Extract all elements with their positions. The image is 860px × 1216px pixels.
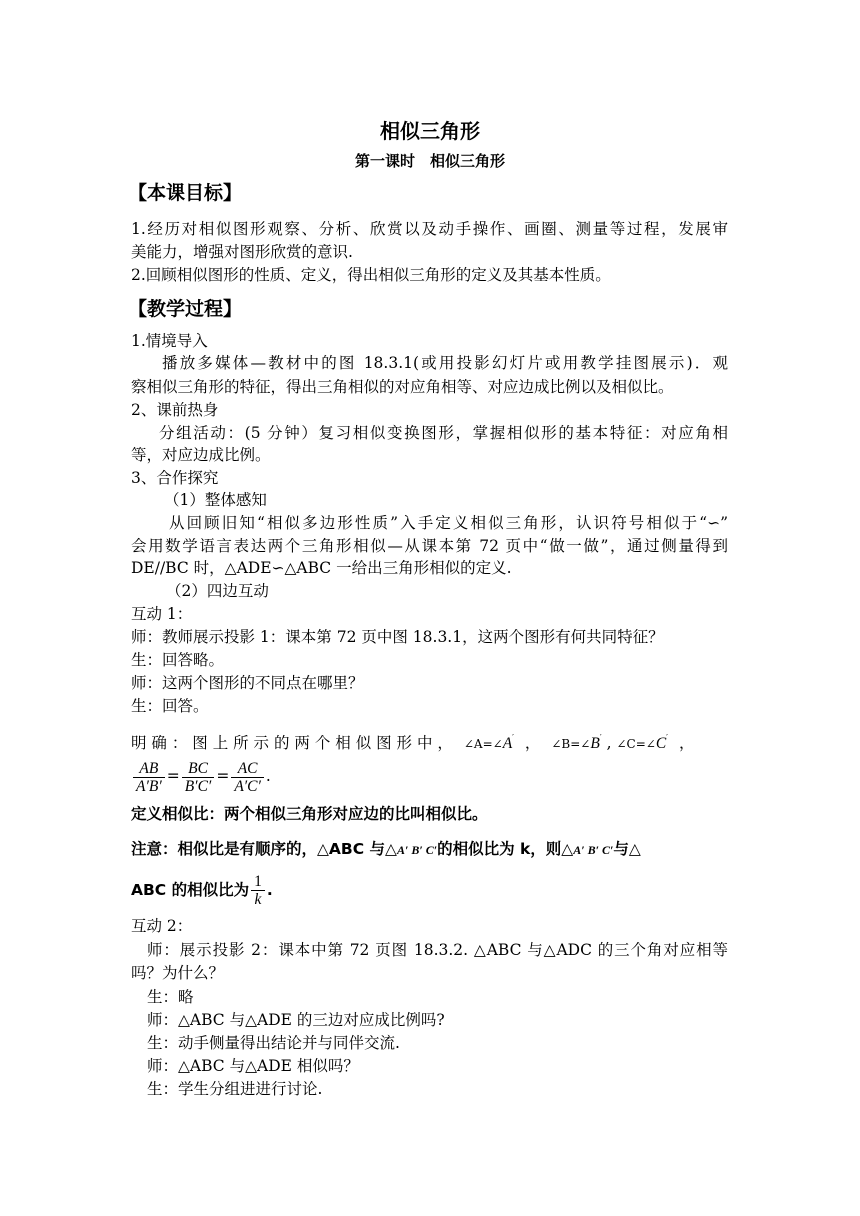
note-text-3: 与△ [613,840,641,858]
fraction-ab-numerator: AB [133,760,165,778]
step-2-heading: 2、课前热身 [131,401,219,419]
angle-b-eq: ∠B=∠ [551,737,591,751]
clarification-prefix: 明 确 ： 图 上 所 示 的 两 个 相 似 图 形 中 ， [131,734,453,752]
page-title: 相似三角形 [380,119,480,143]
interaction-2-label: 互动 2： [131,917,193,935]
note-text-1: 注意：相似比是有顺序的，△ABC 与△ [131,840,397,858]
note-triangle-prime-2: A′ B′ C′ [573,843,614,857]
fraction-k-denominator: k [254,891,262,908]
fraction-bc [182,760,215,795]
step-1-heading: 1.情境导入 [131,332,208,350]
interaction-1-student-1: 生：回答略。 [131,651,225,669]
step-3-line-1: 从回顾旧知“相似多边形性质”入手定义相似三角形，认识符号相似于“∽” [169,514,728,532]
step-2-line-1: 分组活动：(5 分钟）复习相似变换图形，掌握相似形的基本特征：对应角相 [159,424,728,442]
section-heading-goals: 【本课目标】 [128,182,243,204]
angle-a-var: A [502,735,513,752]
step-3-sub-2: （2）四边互动 [166,582,269,600]
angle-c-var: C [655,735,667,752]
interaction-2-student-1: 生：略 [147,988,194,1006]
fraction-ab [133,760,165,795]
interaction-2-student-3: 生：学生分组进进行讨论. [147,1080,323,1098]
fraction-one-numerator: 1 [251,873,265,891]
goal-1-line-1: 1.经历对相似图形观察、分析、欣赏以及动手操作、画圈、测量等过程，发展审 [131,220,728,238]
section-heading-process: 【教学过程】 [128,298,243,320]
step-3-line-2: 会用数学语言表达两个三角形相似—从课本第 72 页中“做一做”，通过侧量得到 [131,537,728,555]
similarity-ratio-definition: 定义相似比：两个相似三角形对应边的比叫相似比。 [131,805,488,823]
step-3-line-3: DE//BC 时，△ADE∽△ABC 一给出三角形相似的定义. [131,559,512,577]
fraction-ac-denominator: A′C′ [234,777,261,795]
angle-c-eq: ∠C=∠ [616,737,656,751]
interaction-2-student-2: 生：动手侧量得出结论并与同伴交流. [147,1034,400,1052]
interaction-2-teacher-2: 师：△ABC 与△ADE 的三边对应成比例吗? [147,1011,445,1029]
note-triangle-prime-1: A′ B′ C′ [396,843,438,857]
interaction-1-teacher-1: 师：教师展示投影 1：课本第 72 页中图 18.3.1，这两个图形有何共同特征？ [131,628,664,646]
goal-1-line-2: 美能力，增强对图形欣赏的意识. [131,243,353,261]
interaction-1-teacher-2: 师：这两个图形的不同点在哪里？ [131,674,364,692]
angle-a-eq: ∠A=∠ [463,737,503,751]
fraction-bc-denominator: B′C′ [184,777,212,795]
step-3-heading: 3、合作探究 [131,469,219,487]
angle-b-var: B [590,735,600,752]
step-1-line-2: 察相似三角形的特征，得出三角相似的对应角相等、对应边成比例以及相似比。 [131,378,674,396]
clarification-line: 明 确 ： 图 上 所 示 的 两 个 相 似 图 形 中 ， ∠A=∠A′ ， ∠B=∠B′ , ∠C=∠C′ ， [131,733,695,752]
step-3-sub-1: （1）整体感知 [164,491,267,509]
note-line-1 [131,838,641,861]
interaction-2-teacher-1-line-1: 师：展示投影 2：课本中第 72 页图 18.3.2. △ABC 与△ADC 的三个角对应相等 [147,941,728,959]
ratio-equation: $\frac{AB}{A'B'}$ = $\frac{BC}{B'C'}$ = $\frac{AC}{A'C'}$ . [131,758,271,795]
note-line-2: ABC 的相似比为 $\frac{1}{k}$ . [131,873,273,908]
fraction-one-over-k [251,873,265,908]
fraction-ab-denominator: A′B′ [136,777,162,795]
fraction-ac [231,760,264,795]
fraction-ac-numerator: AC [231,760,264,778]
fraction-bc-numerator: BC [182,760,215,778]
note-text-4: ABC 的相似比为 [131,881,250,899]
interaction-2-teacher-1-line-2: 吗？为什么？ [131,964,225,982]
page-subtitle: 第一课时 相似三角形 [354,152,505,170]
interaction-2-teacher-3: 师：△ABC 与△ADE 相似吗？ [147,1057,359,1075]
step-1-line-1: 播放多媒体—教材中的图 18.3.1(或用投影幻灯片或用教学挂图展示)．观 [162,354,728,372]
note-text-2: 的相似比为 k，则△ [437,840,574,858]
step-2-line-2: 等，对应边成比例。 [131,446,271,464]
goal-2: 2.回顾相似图形的性质、定义，得出相似三角形的定义及其基本性质。 [131,266,611,284]
interaction-1-student-2: 生：回答。 [131,697,209,715]
interaction-1-label: 互动 1： [131,605,193,623]
